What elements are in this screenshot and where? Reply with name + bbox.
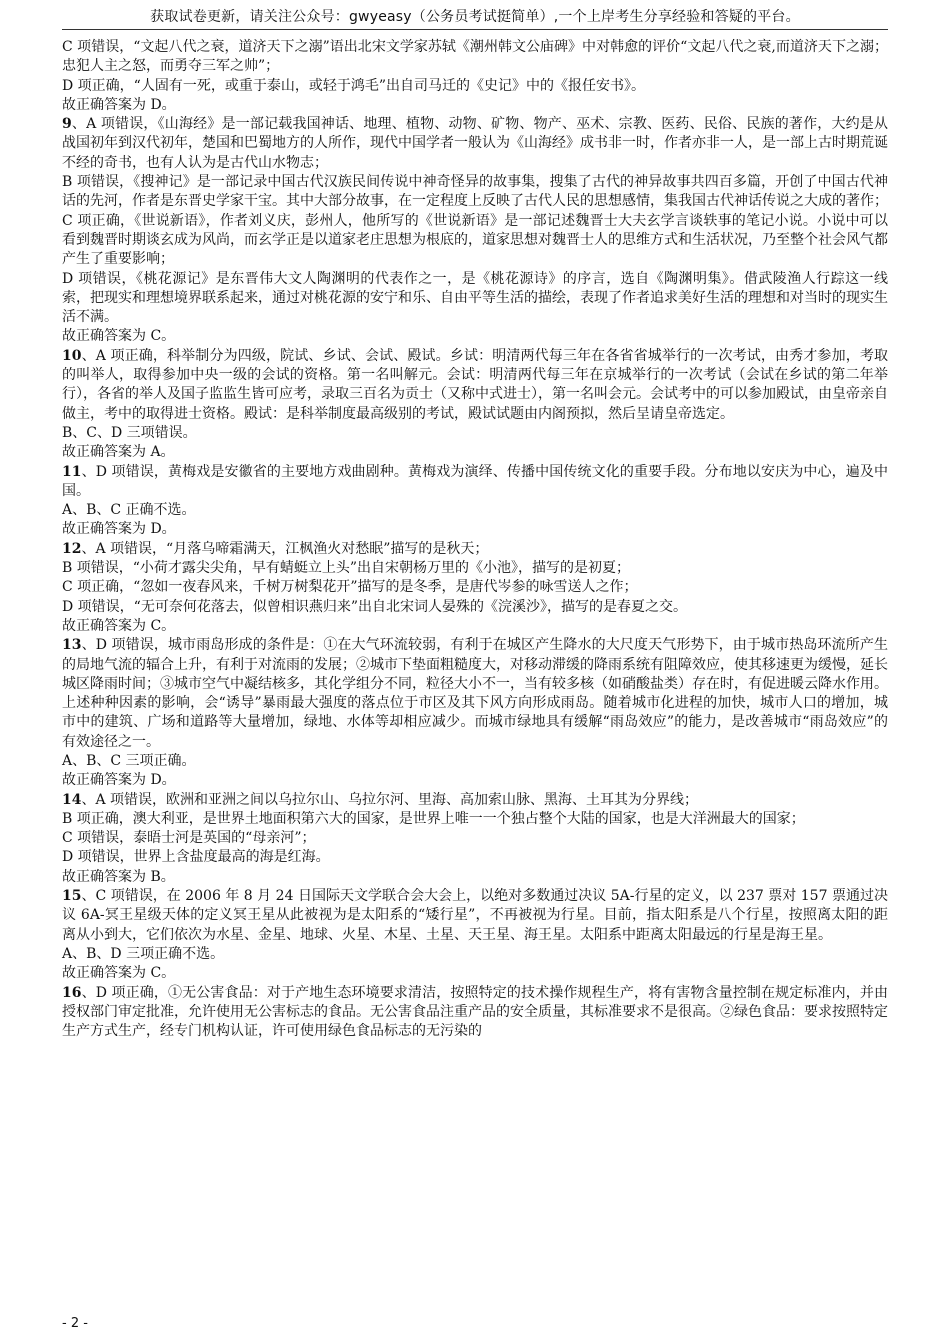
explanation-text: 故正确答案为 D。 — [62, 772, 176, 789]
explanation-text: 、C 项错误，在 2006 年 8 月 24 日国际天文学联合会大会上，以绝对多数通过决议 5A-行星的定义，以 237 票对 157 票通过决议 6A-冥王星级天体的定义冥王星从此被视为是太阳系的“矮行星”，不再被视为行星。目前，指太阳系是八个行星，按照离太阳的距离从小到大，它们依次为水星、金星、地球、火星、木星、土星、天王星、海王星。太阳系中距离太阳最远的行星是海王星。 — [62, 888, 888, 943]
explanation-text: D 项正确，“人固有一死，或重于泰山，或轻于鸿毛”出自司马迁的《史记》中的《报任安书》。 — [62, 77, 645, 94]
explanation-text: 、A 项错误，“月落乌啼霜满天，江枫渔火对愁眠”描写的是秋天； — [81, 540, 489, 557]
explanation-line — [62, 945, 888, 964]
explanation-text: 、D 项正确，①无公害食品：对于产地生态环境要求清洁，按照特定的技术操作规程生产，将有害物含量控制在规定标准内，并由授权部门审定批准，允许使用无公害标志的食品。无公害食品注重产品的安全质量，其标准要求不是很高。②绿色食品：要求按照特定生产方式生产，经专门机构认证，许可使用绿色食品标志的无污染的 — [62, 984, 888, 1040]
question-number: 11 — [62, 463, 82, 480]
explanation-line — [62, 327, 888, 346]
question-explanation-start — [62, 540, 888, 559]
explanation-text: B 项错误，“小荷才露尖尖角，早有蜻蜓立上头”出自宋朝杨万里的《小池》，描写的是初夏； — [62, 560, 631, 577]
explanation-text: 、D 项错误，黄梅戏是安徽省的主要地方戏曲剧种。黄梅戏为演绎、传播中国传统文化的重要手段。分布地以安庆为中心，遍及中国。 — [62, 463, 888, 499]
explanation-text: C 项正确，“忽如一夜春风来，千树万树梨花开”描写的是冬季，是唐代岑参的咏雪送人之作； — [62, 579, 638, 596]
explanation-text: A、B、C 正确不选。 — [62, 502, 196, 519]
explanation-line — [62, 173, 888, 212]
explanation-line — [62, 501, 888, 520]
explanation-line — [62, 617, 888, 636]
explanation-line — [62, 752, 888, 771]
explanation-text: 故正确答案为 D。 — [62, 521, 176, 538]
explanation-text: B 项正确，澳大利亚，是世界土地面积第六大的国家，是世界上唯一一个独占整个大陆的国家，也是大洋洲最大的国家； — [62, 810, 805, 827]
explanation-line — [62, 443, 888, 462]
explanation-line — [62, 810, 888, 829]
explanation-text: 故正确答案为 C。 — [62, 617, 176, 634]
explanation-line — [62, 848, 888, 867]
question-number: 15 — [62, 888, 82, 905]
explanation-line — [62, 96, 888, 115]
explanation-text: A、B、C 三项正确。 — [62, 752, 196, 769]
explanation-text: 、A 项错误，《山海经》是一部记载我国神话、地理、植物、动物、矿物、物产、巫术、宗教、医药、民俗、民族的著作，大约是从战国初年到汉代初年，楚国和巴蜀地方的人所作，现代中国学者一般认为《山海经》成书非一时，作者亦非一人，是一部上古时期荒诞不经的奇书，也有人认为是古代山水物志； — [62, 116, 888, 171]
explanation-line — [62, 270, 888, 328]
question-number: 14 — [62, 791, 82, 808]
explanation-line — [62, 77, 888, 96]
explanation-line — [62, 868, 888, 887]
question-number: 16 — [62, 984, 82, 1001]
explanation-text: 、D 项错误，城市雨岛形成的条件是：①在大气环流较弱，有利于在城区产生降水的大尺度天气形势下，由于城市热岛环流所产生的局地气流的辐合上升，有利于对流雨的发展；②城市下垫面粗糙度大，对移动滞缓的降雨系统有阻障效应，使其移速更为缓慢，延长城区降雨时间；③城市空气中凝结核多，其化学组分不同，粒径大小不一，当有较多核（如硝酸盐类）存在时，有促进暖云降水作用。上述种种因素的影响，会“诱导”暴雨最大强度的落点位于市区及其下风方向形成雨岛。随着城市化进程的加快，城市人口的增加，城市中的建筑、广场和道路等大量增加，绿地、水体等却相应减少。而城市绿地具有缓解“雨岛效应”的能力，是改善城市“雨岛效应”的有效途径之一。 — [62, 637, 888, 750]
explanation-text: 故正确答案为 B。 — [62, 868, 175, 885]
explanation-line — [62, 964, 888, 983]
explanation-line — [62, 578, 888, 597]
explanation-line — [62, 38, 888, 77]
question-number: 9 — [62, 116, 72, 133]
explanation-text: C 项正确，《世说新语》，作者刘义庆，彭州人，他所写的《世说新语》是一部记述魏晋士大夫玄学言谈轶事的笔记小说。小说中可以看到魏晋时期谈玄成为风尚，而玄学正是以道家老庄思想为根底的，道家思想对魏晋士人的思维方式和生活状况，乃至整个社会风气都产生了重要影响； — [62, 212, 888, 268]
explanation-line — [62, 212, 888, 270]
answer-explanations — [62, 38, 888, 1041]
question-number: 12 — [62, 540, 82, 557]
explanation-text: 故正确答案为 D。 — [62, 96, 176, 113]
explanation-line — [62, 559, 888, 578]
explanation-text: 、A 项正确，科举制分为四级，院试、乡试、会试、殿试。乡试：明清两代每三年在各省省城举行的一次考试，由秀才参加，考取的叫举人，取得参加中央一级的会试的资格。第一名叫解元。会试：明清两代每三年在京城举行的一次考试（会试在乡试的第二年举行），各省的举人及国子监监生皆可应考，录取三百名为贡士（又称中式进士），第一名叫会元。会试考中的可以参加殿试，由皇帝亲自做主，考中的取得进士资格。殿试：是科举制度最高级别的考试，殿试试题由内阁预拟，然后呈请皇帝选定。 — [62, 347, 888, 422]
header-divider — [62, 29, 888, 30]
explanation-text: B 项错误，《搜神记》是一部记录中国古代汉族民间传说中神奇怪异的故事集，搜集了古代的神异故事共四百多篇，开创了中国古代神话的先河，作者是东晋史学家干宝。其中大部分故事，在一定程度上反映了古代人民的思想感情，集我国古代神话传说之大成的著作； — [62, 174, 888, 210]
explanation-text: 故正确答案为 C。 — [62, 965, 176, 982]
explanation-text: D 项错误，《桃花源记》是东晋伟大文人陶渊明的代表作之一，是《桃花源诗》的序言，选自《陶渊明集》。借武陵渔人行踪这一线索，把现实和理想境界联系起来，通过对桃花源的安宁和乐、自由平等生活的描绘，表现了作者追求美好生活的理想和对当时的现实生活不满。 — [62, 270, 888, 326]
explanation-text: D 项错误，“无可奈何花落去，似曾相识燕归来”出自北宋词人晏殊的《浣溪沙》，描写的是春夏之交。 — [62, 598, 687, 615]
explanation-line — [62, 520, 888, 539]
question-explanation-start — [62, 984, 888, 1042]
question-explanation-start — [62, 347, 888, 424]
question-explanation-start — [62, 791, 888, 810]
explanation-line — [62, 424, 888, 443]
explanation-text: B、C、D 三项错误。 — [62, 424, 197, 441]
page-header-notice: 获取试卷更新，请关注公众号：gwyeasy（公务员考试挺简单）,一个上岸考生分享经验和答疑的平台。 — [150, 9, 800, 25]
explanation-text: 、A 项错误，欧洲和亚洲之间以乌拉尔山、乌拉尔河、里海、高加索山脉、黑海、土耳其为分界线； — [81, 791, 699, 808]
explanation-line — [62, 771, 888, 790]
question-explanation-start — [62, 463, 888, 502]
explanation-line — [62, 829, 888, 848]
explanation-text: 故正确答案为 A。 — [62, 444, 175, 461]
question-explanation-start — [62, 887, 888, 945]
question-number: 10 — [62, 347, 82, 364]
explanation-text: A、B、D 三项正确不选。 — [62, 945, 225, 962]
explanation-text: 故正确答案为 C。 — [62, 328, 176, 345]
question-explanation-start — [62, 115, 888, 173]
question-number: 13 — [62, 637, 82, 654]
page-number: - 2 - — [62, 1316, 88, 1331]
question-explanation-start — [62, 636, 888, 752]
explanation-text: C 项错误，泰晤士河是英国的“母亲河”； — [62, 830, 316, 847]
explanation-line — [62, 598, 888, 617]
explanation-text: D 项错误，世界上含盐度最高的海是红海。 — [62, 849, 330, 866]
explanation-text: C 项错误，“文起八代之衰，道济天下之溺”语出北宋文学家苏轼《潮州韩文公庙碑》中对韩愈的评价“文起八代之衰,而道济天下之溺；忠犯人主之怒，而勇夺三军之帅”； — [62, 39, 888, 75]
